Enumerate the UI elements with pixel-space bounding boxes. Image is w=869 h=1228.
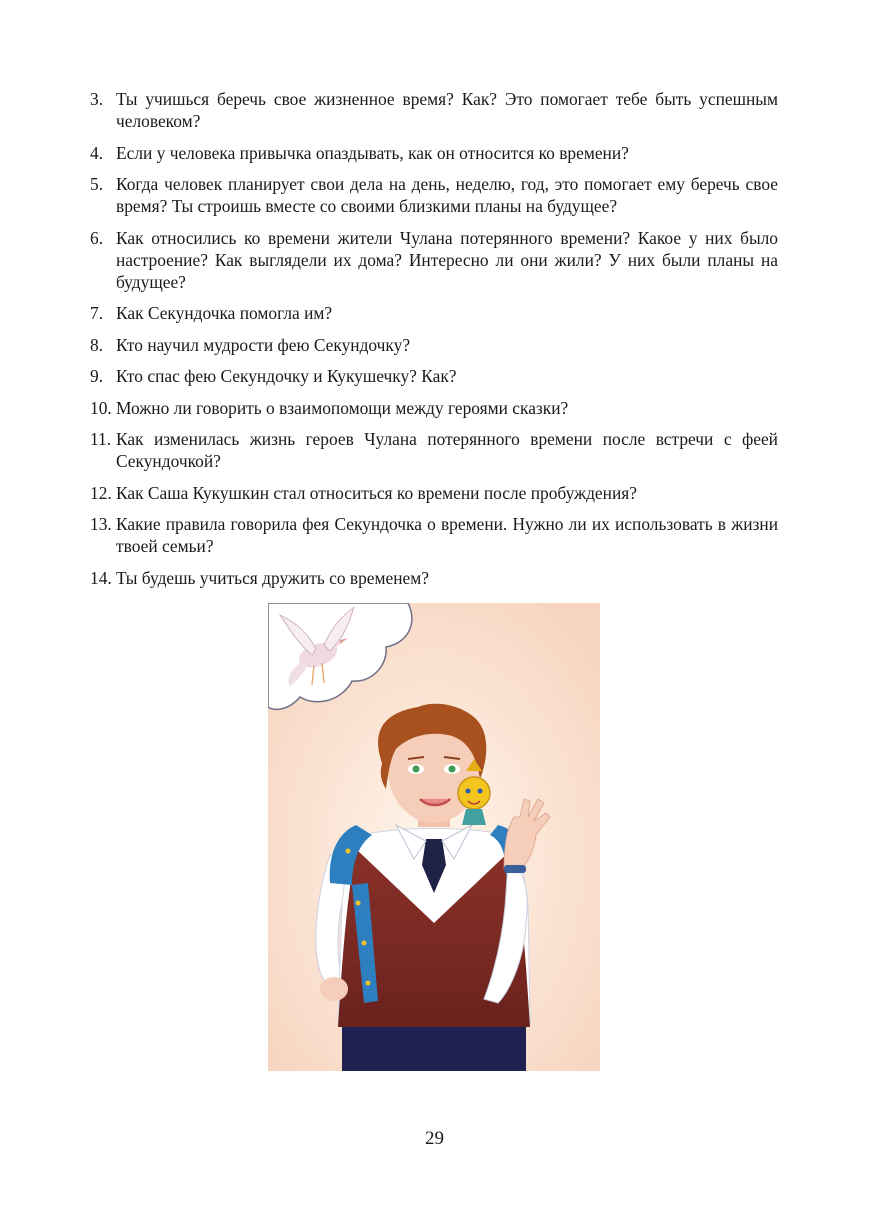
boy-with-backpack-illustration [268, 603, 600, 1071]
questions-list [90, 88, 778, 598]
eye-right [449, 766, 456, 773]
question-number: 14. [90, 567, 112, 588]
question-number: 8. [90, 334, 104, 355]
question-text: Когда человек планирует свои дела на день, неделю, год, это помогает ему беречь свое время? Ты строишь вместе со своими близкими планы на будущее? [116, 174, 778, 216]
question-text: Как Секундочка помогла им? [116, 303, 333, 323]
hand-left [320, 977, 348, 1001]
question-item [90, 173, 778, 217]
question-text: Как относились ко времени жители Чулана потерянного времени? Какое у них было настроение? Как выглядели их дома? Интересно ли они жили? У них были планы на будущее? [116, 227, 778, 292]
question-number: 10. [90, 397, 112, 418]
question-text: Кто научил мудрости фею Секундочку? [116, 334, 411, 355]
question-number: 13. [90, 514, 112, 534]
wristwatch-icon [504, 865, 526, 873]
question-item [90, 567, 778, 589]
question-item [90, 142, 778, 164]
question-item [90, 513, 778, 557]
question-item [90, 365, 778, 387]
question-number: 4. [90, 142, 104, 163]
question-item [90, 428, 778, 472]
question-text: Как изменилась жизнь героев Чулана потерянного времени после встречи с феей Секундочкой? [116, 429, 778, 471]
question-number: 3. [90, 89, 104, 109]
illustration-svg [268, 603, 600, 1071]
question-text: Ты учишься беречь свое жизненное время? Как? Это помогает тебе быть успешным человеком? [116, 89, 778, 131]
question-number: 11. [90, 429, 112, 449]
page-number: 29 [425, 1128, 444, 1149]
question-text: Если у человека привычка опаздывать, как он относится ко времени? [116, 142, 629, 163]
question-item [90, 397, 778, 419]
question-number: 6. [90, 227, 104, 248]
question-item [90, 482, 778, 504]
question-number: 12. [90, 482, 112, 503]
question-text: Какие правила говорила фея Секундочка о времени. Нужно ли их использовать в жизни твоей семьи? [116, 514, 778, 556]
question-item [90, 334, 778, 356]
question-item [90, 302, 778, 324]
question-text: Можно ли говорить о взаимопомощи между героями сказки? [116, 397, 569, 418]
question-number: 7. [90, 303, 104, 323]
question-number: 9. [90, 366, 104, 386]
eye-left [413, 766, 420, 773]
question-text: Кто спас фею Секундочку и Кукушечку? Как? [116, 366, 457, 386]
trousers [342, 1021, 526, 1071]
question-item [90, 88, 778, 132]
question-item [90, 227, 778, 293]
question-number: 5. [90, 174, 104, 194]
question-text: Как Саша Кукушкин стал относиться ко времени после пробуждения? [116, 482, 637, 503]
question-text: Ты будешь учиться дружить со временем? [116, 567, 429, 588]
